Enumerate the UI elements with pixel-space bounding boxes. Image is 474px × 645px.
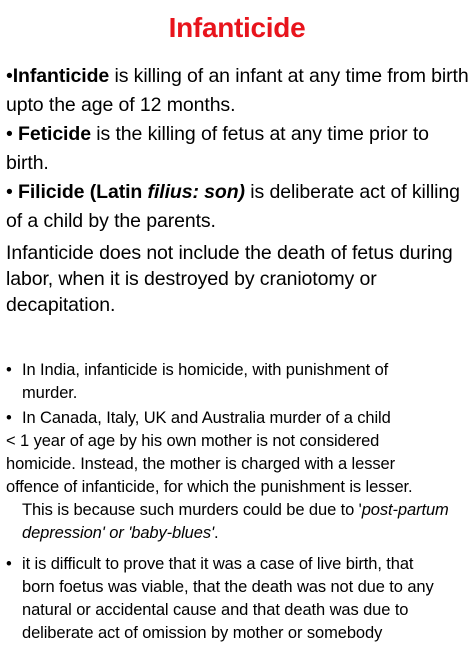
term-filicide-latin: filius: son): [147, 181, 245, 203]
infanticide-exclusion-paragraph: Infanticide does not include the death of fetus during labor, when it is destroyed by craniotomy or decapitation.: [6, 242, 453, 316]
bullet-countries-line-4: offence of infanticide, for which the punishment is lesser.: [6, 478, 413, 496]
bullet-countries-line-2: < 1 year of age by his own mother is not considered: [6, 432, 380, 450]
definition-text: is deliberate act of killing of a child by the parents.: [6, 181, 460, 232]
bullet: •: [6, 123, 19, 145]
line-5-text: This is because such murders could be due to ': [22, 501, 362, 519]
bullet-proof-difficulty: [6, 553, 470, 645]
bullet: •: [6, 361, 12, 379]
bullet: •: [6, 409, 12, 427]
term-filicide: [18, 181, 245, 203]
bullet-proof-line-4: deliberate act of omission by mother or somebody: [22, 624, 383, 642]
definition-infanticide: [6, 62, 470, 120]
slide-title: Infanticide: [168, 12, 306, 43]
bullet-proof-line-1: it is difficult to prove that it was a case of live birth, that: [22, 555, 414, 573]
bullet-proof-line-3: natural or accidental cause and that death was due to: [22, 601, 409, 619]
bullet-india: [6, 359, 470, 405]
bullet-india-line-2: murder.: [22, 384, 78, 402]
bullet-countries-line-3: homicide. Instead, the mother is charged with a lesser: [6, 455, 395, 473]
bullet-countries-line-6: [6, 522, 470, 545]
bullet-countries-line-5: [6, 499, 470, 522]
definition-feticide: [6, 120, 470, 178]
line-6-italic: depression' or 'baby-blues': [22, 524, 215, 542]
term-infanticide: Infanticide: [12, 65, 110, 87]
definition-filicide: [6, 178, 470, 236]
bullet: •: [6, 65, 13, 87]
definition-text: is the killing of fetus at any time prior to birth.: [6, 123, 429, 174]
definition-text: is killing of an infant at any time from birth upto the age of 12 months.: [6, 65, 469, 116]
term-filicide-main: Filicide (Latin: [18, 181, 148, 203]
bullet: •: [6, 555, 12, 573]
bullet-other-countries: [6, 407, 470, 545]
bullet-countries-line-1: In Canada, Italy, UK and Australia murder of a child: [22, 409, 391, 427]
bullet: •: [6, 181, 19, 203]
bullet-proof-line-2: born foetus was viable, that the death was not due to any: [22, 578, 434, 596]
line-5-italic: post-partum: [361, 501, 449, 519]
line-6-text: .: [214, 524, 219, 542]
term-feticide: Feticide: [18, 123, 91, 145]
bullet-india-line-1: In India, infanticide is homicide, with punishment of: [22, 361, 389, 379]
